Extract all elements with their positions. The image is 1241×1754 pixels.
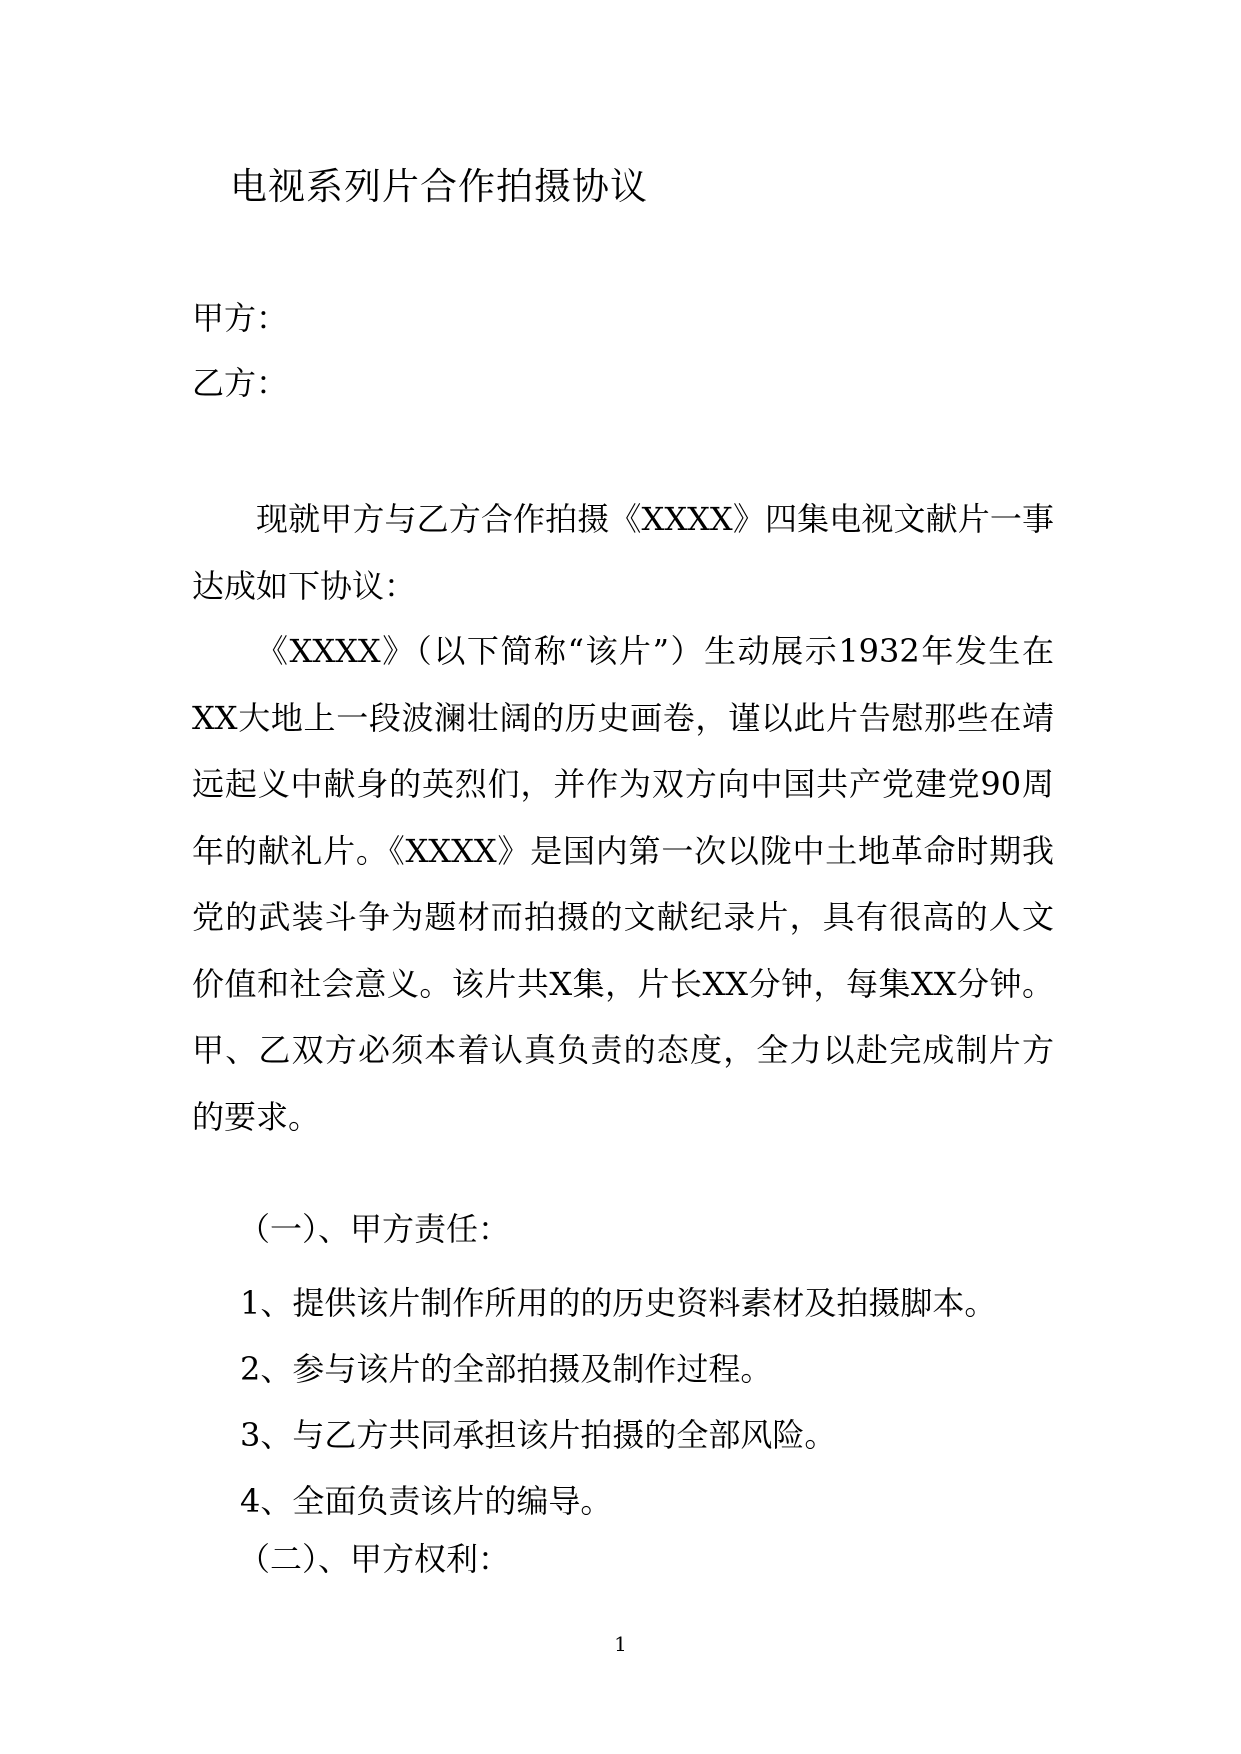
section-heading-party-a-rights: （二）、甲方权利： [238, 1540, 511, 1578]
list-item: 3、与乙方共同承担该片拍摄的全部风险。 [240, 1416, 837, 1454]
responsibilities-list [240, 1270, 996, 1534]
section-heading-party-a-responsibilities: （一）、甲方责任： [238, 1210, 511, 1248]
document-title: 电视系列片合作拍摄协议 [230, 165, 648, 208]
page-number: 1 [614, 1632, 627, 1656]
party-a-label: 甲方： [192, 299, 289, 337]
list-item: 1、提供该片制作所用的的历史资料素材及拍摄脚本。 [240, 1284, 997, 1322]
list-item: 2、参与该片的全部拍摄及制作过程。 [240, 1350, 773, 1388]
description-paragraph: 《XXXX》（以下简称“该片”）生动展示1932年发生在XX大地上一段波澜壮阔的历史画卷，谨以此片告慰那些在靖远起义中献身的英烈们，并作为双方向中国共产党建党90周年的献礼片。《XXXX》是国内第一次以陇中土地革命时期我党的武装斗争为题材而拍摄的文献纪录片，具有很高的人文价值和社会意义。该片共X集，片长XX分钟，每集XX分钟。甲、乙双方必须本着认真负责的态度，全力以赴完成制片方的要求。 [192, 632, 1054, 1136]
list-item: 4、全面负责该片的编导。 [240, 1482, 613, 1520]
party-b-label: 乙方： [192, 364, 289, 402]
intro-paragraph: 现就甲方与乙方合作拍摄《XXXX》四集电视文献片一事达成如下协议： [192, 500, 1054, 605]
